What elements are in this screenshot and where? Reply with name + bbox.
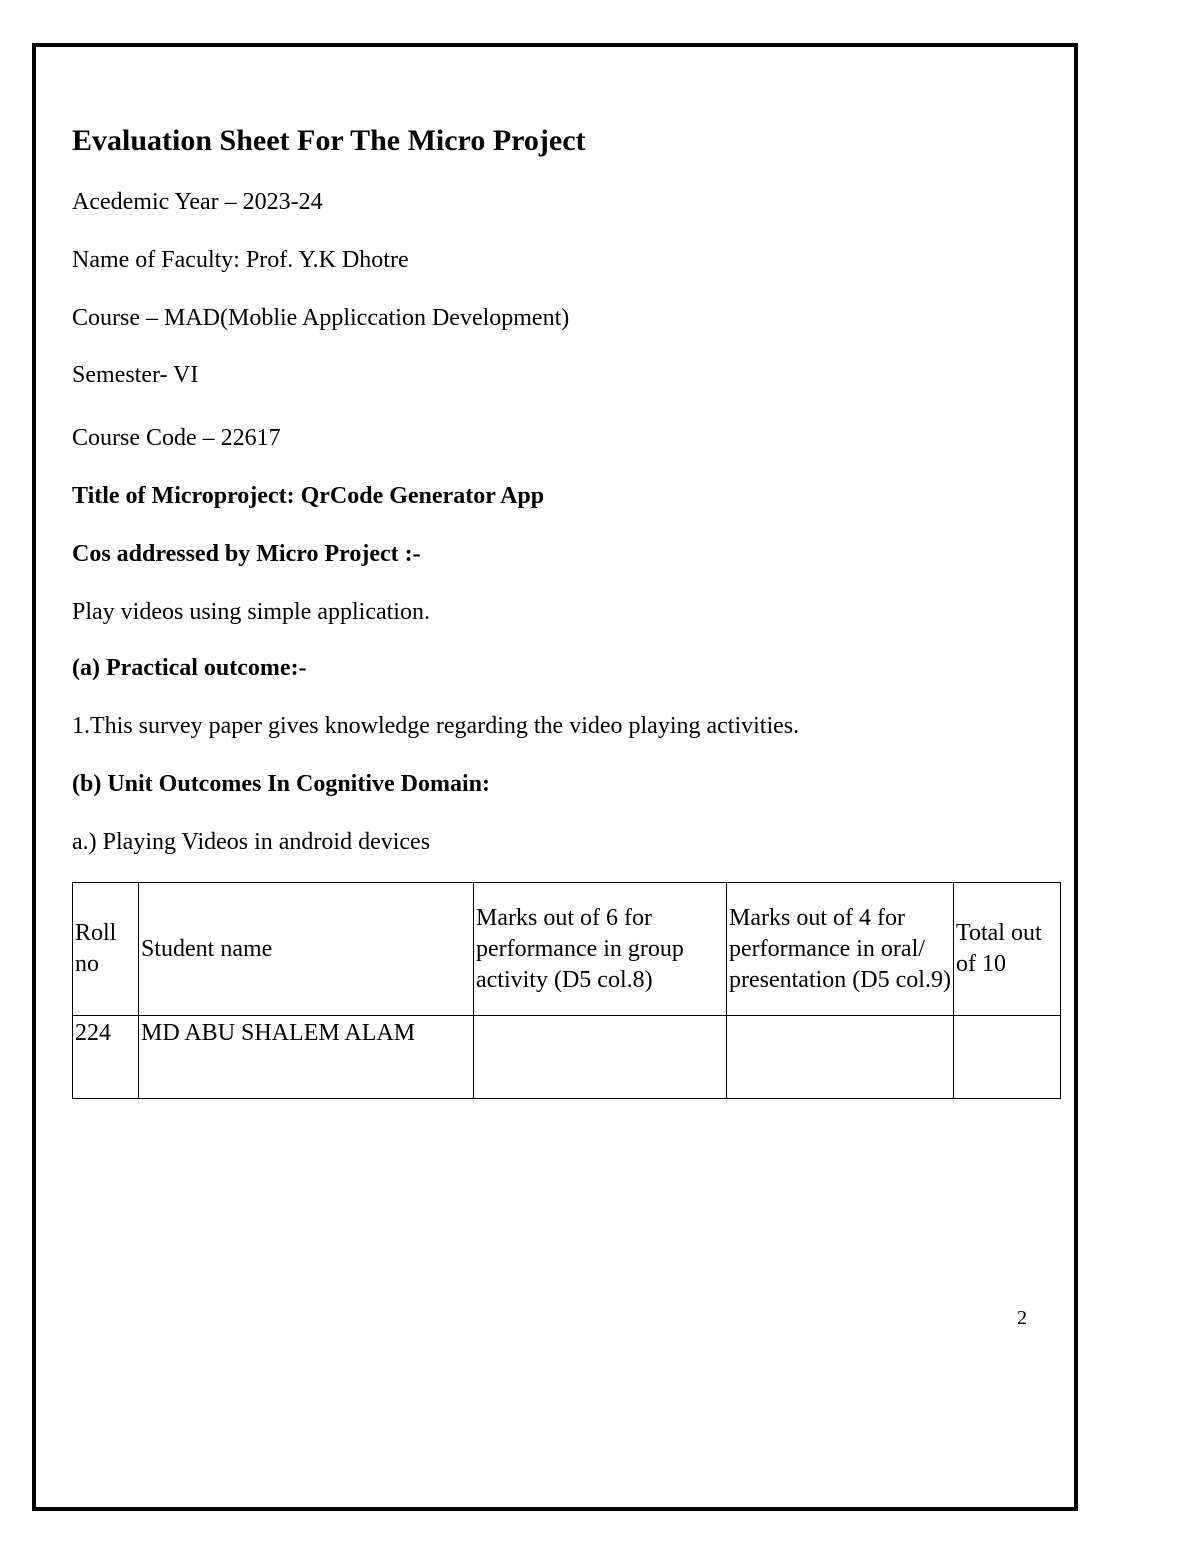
- cell-total: [954, 1016, 1061, 1099]
- faculty-name: Name of Faculty: Prof. Y.K Dhotre: [72, 247, 409, 273]
- academic-year: Acedemic Year – 2023-24: [72, 189, 323, 215]
- cell-group-marks: [474, 1016, 727, 1099]
- header-total: Total out of 10: [954, 883, 1061, 1016]
- unit-outcomes-text: a.) Playing Videos in android devices: [72, 829, 431, 855]
- unit-outcomes-heading: (b) Unit Outcomes In Cognitive Domain:: [72, 771, 490, 797]
- course-code: Course Code – 22617: [72, 425, 281, 451]
- cos-text: Play videos using simple application.: [72, 599, 430, 625]
- header-student-name: Student name: [139, 883, 474, 1016]
- page-number: 2: [1017, 1307, 1027, 1329]
- cos-heading: Cos addressed by Micro Project :-: [72, 541, 421, 567]
- evaluation-table: [72, 882, 1061, 1099]
- microproject-title: Title of Microproject: QrCode Generator App: [72, 483, 545, 509]
- header-group-marks: Marks out of 6 for performance in group activity (D5 col.8): [474, 883, 727, 1016]
- cell-student-name: MD ABU SHALEM ALAM: [139, 1016, 474, 1099]
- practical-outcome-heading: (a) Practical outcome:-: [72, 655, 307, 681]
- cell-oral-marks: [727, 1016, 954, 1099]
- page-title: Evaluation Sheet For The Micro Project: [72, 124, 586, 157]
- table-header-row: [73, 883, 1061, 1016]
- semester: Semester- VI: [72, 362, 199, 388]
- header-oral-marks: Marks out of 4 for performance in oral/ presentation (D5 col.9): [727, 883, 954, 1016]
- table-row: [73, 1016, 1061, 1099]
- practical-outcome-text: 1.This survey paper gives knowledge regarding the video playing activities.: [72, 713, 800, 739]
- header-roll-no: Roll no: [73, 883, 139, 1016]
- course-name: Course – MAD(Moblie Appliccation Development): [72, 305, 570, 331]
- cell-roll-no: 224: [73, 1016, 139, 1099]
